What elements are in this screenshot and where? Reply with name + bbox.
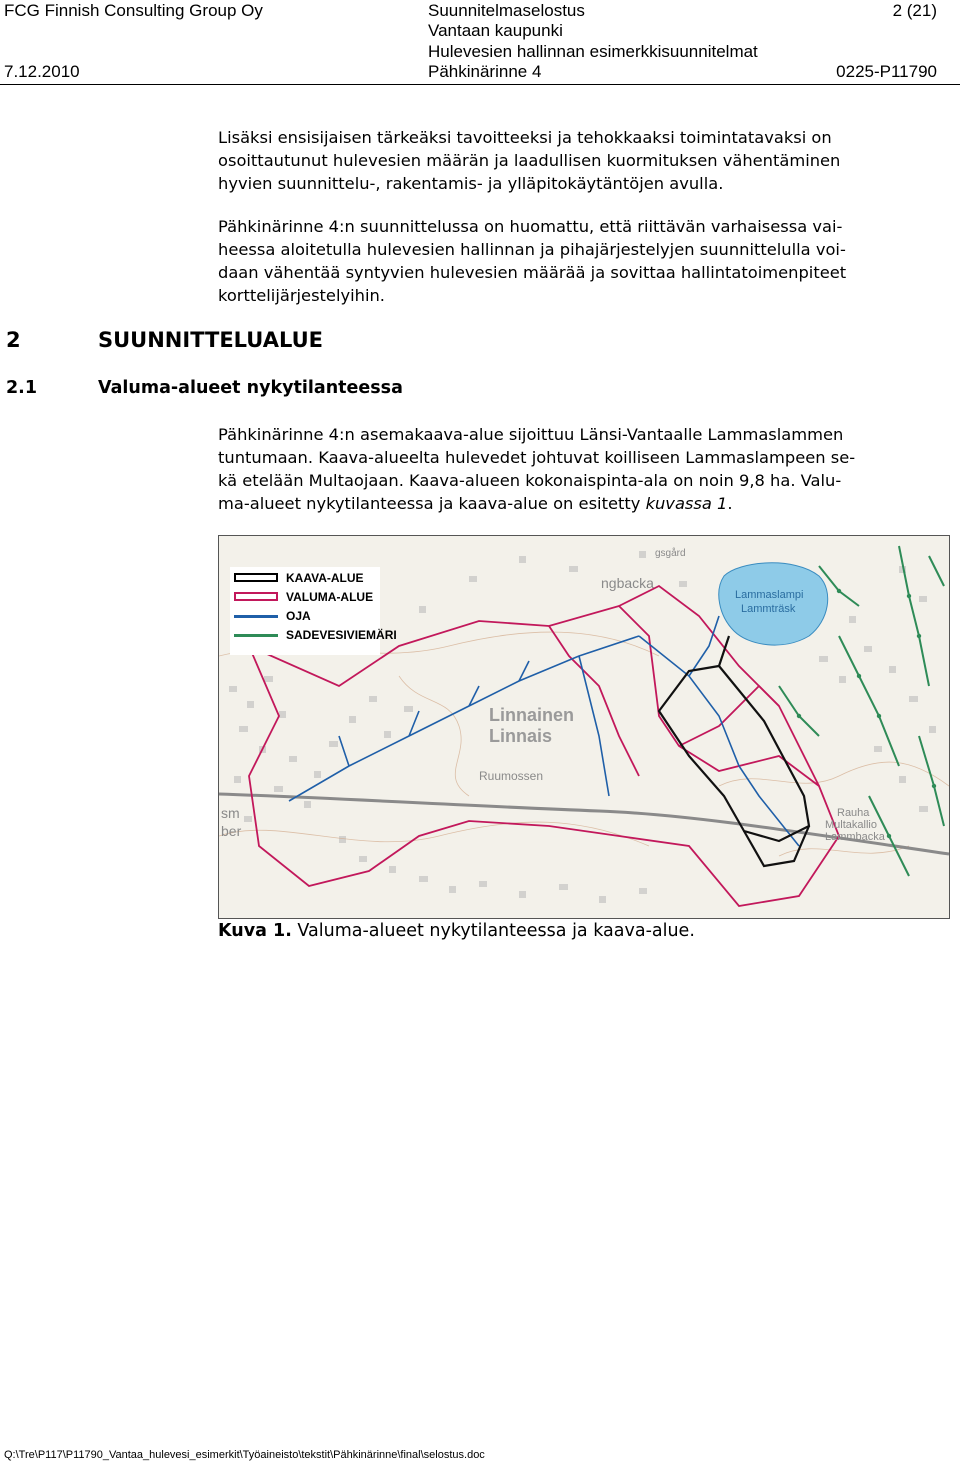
subsection-number: 2.1 [6,378,38,398]
paragraph-area [218,423,956,515]
section-heading [6,328,323,352]
caption-text: Valuma-alueet nykytilanteessa ja kaava-alue. [291,921,695,941]
paragraph-intro [218,126,956,195]
legend-swatch [234,573,278,582]
company-name: FCG Finnish Consulting Group Oy [4,1,263,20]
legend-label: SADEVESIVIEMÄRI [286,628,397,642]
text-line: korttelijärjestelyihin. [218,286,385,305]
caption-label: Kuva 1. [218,921,292,941]
legend-swatch [234,615,278,618]
project-code: 0225-P11790 [836,62,937,81]
client-name: Vantaan kaupunki [428,21,563,40]
text-line-start: ma-alueet nykytilanteessa ja kaava-alue on esitetty [218,494,646,513]
section-title: SUUNNITTELUALUE [98,328,323,352]
map-label-angbacka: ngbacka [601,575,654,591]
paragraph-planning [218,215,956,307]
text-line: tuntumaan. Kaava-alueelta hulevedet johtuvat koilliseen Lammaslampeen se- [218,448,856,467]
legend-label: KAAVA-ALUE [286,571,364,585]
text-line [218,492,956,515]
map-label-ruumossen: Ruumossen [479,769,544,783]
map-label-rauha: Rauha [837,807,870,819]
map-label-ber: ber [221,823,242,839]
figure-reference: kuvassa 1 [645,494,728,513]
text-line: osoittautunut hulevesien määrän ja laadullisen kuormituksen vähentäminen [218,151,841,170]
subsection-title: Valuma-alueet nykytilanteessa [98,378,403,398]
text-line: Pähkinärinne 4:n asemakaava-alue sijoittuu Länsi-Vantaalle Lammaslammen [218,425,844,444]
map-label-gsgard: gsgård [655,548,686,559]
section-number: 2 [6,328,21,352]
header-rule [0,84,960,85]
text-line: Lisäksi ensisijaisen tärkeäksi tavoitteeksi ja tehokkaaksi toimintatavaksi on [218,128,832,147]
project-name: Hulevesien hallinnan esimerkkisuunnitelmat [428,42,758,61]
text-line: daan vähentää syntyvien hulevesien määrää ja sovittaa hallintatoimenpiteet [218,263,847,282]
map-legend [230,567,397,655]
map-label-lammtrask: Lammträsk [741,603,796,615]
text-line: hyvien suunnittelu-, rakentamis- ja ylläpitokäytäntöjen avulla. [218,174,724,193]
map-label-linnainen: Linnainen [489,705,574,725]
subsection-heading [6,378,403,398]
legend-label: VALUMA-ALUE [286,590,374,604]
catchment-map [218,535,950,919]
text-line: heessa aloitetulla hulevesien hallinnan ja pihajärjestelyjen suunnittelulla voi- [218,240,846,259]
site-name: Pähkinärinne 4 [428,62,542,81]
text-line: Pähkinärinne 4:n suunnittelussa on huomattu, että riittävän varhaisessa vai- [218,217,843,236]
map-label-lammaslampi: Lammaslampi [735,589,804,601]
footer-file-path: Q:\Tre\P117\P11790_Vantaa_hulevesi_esimerkit\Työaineisto\tekstit\Pähkinärinne\final\selostus.doc [4,1449,485,1461]
legend-swatch [234,634,278,637]
map-label-lammbacka: Lammbacka [825,831,885,843]
text-line-end: . [727,494,733,513]
page-number: 2 (21) [892,1,937,20]
figure-caption [218,921,695,941]
map-label-multakallio: Multakallio [825,819,877,831]
map-label-linnais: Linnais [489,726,553,746]
text-line: kä etelään Multaojaan. Kaava-alueen kokonaispinta-ala on noin 9,8 ha. Valu- [218,471,842,490]
legend-swatch [234,592,278,601]
legend-label: OJA [286,609,311,623]
map-label-sm: sm [221,805,240,821]
document-type: Suunnitelmaselostus [428,1,585,20]
document-date: 7.12.2010 [4,62,80,81]
